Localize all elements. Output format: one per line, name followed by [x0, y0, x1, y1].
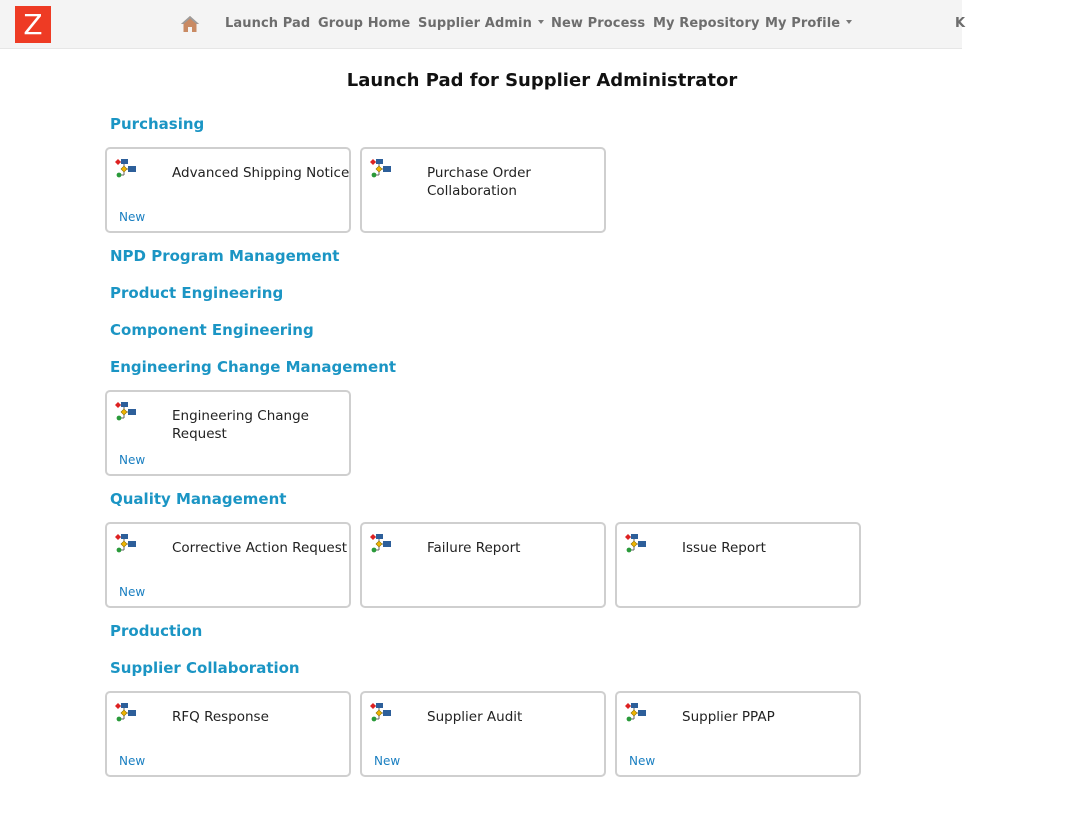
home-icon[interactable] — [180, 15, 200, 33]
new-link[interactable]: New — [119, 453, 146, 467]
card-title: Failure Report — [427, 540, 521, 556]
nav-my-profile-label: My Profile — [765, 16, 841, 31]
process-card-supplier-audit[interactable] — [360, 691, 606, 777]
process-flow-icon — [369, 702, 393, 726]
process-flow-icon — [114, 533, 138, 557]
process-card-rfq-response[interactable] — [105, 691, 351, 777]
chevron-down-icon — [538, 20, 544, 24]
process-card-purchase-order-collaboration[interactable] — [360, 147, 606, 233]
card-title: Supplier Audit — [427, 709, 523, 725]
process-flow-icon — [369, 158, 393, 182]
process-card-corrective-action-request[interactable] — [105, 522, 351, 608]
section-purchasing[interactable]: Purchasing — [110, 115, 205, 133]
process-flow-icon — [624, 702, 648, 726]
chevron-down-icon — [846, 20, 852, 24]
process-card-issue-report[interactable] — [615, 522, 861, 608]
nav-group-home[interactable]: Group Home — [318, 16, 411, 31]
process-flow-icon — [114, 401, 138, 425]
new-link[interactable]: New — [119, 585, 146, 599]
card-title: Advanced Shipping Notice — [172, 165, 350, 181]
process-flow-icon — [624, 533, 648, 557]
card-title: Corrective Action Request — [172, 540, 348, 556]
card-title: Engineering Change Request — [172, 408, 309, 442]
nav-my-profile[interactable] — [765, 16, 852, 31]
process-flow-icon — [114, 702, 138, 726]
logo-letter: Z — [23, 8, 43, 41]
nav-launch-pad[interactable]: Launch Pad — [225, 16, 311, 31]
card-title: Purchase Order Collaboration — [427, 165, 531, 199]
process-flow-icon — [114, 158, 138, 182]
card-title: Issue Report — [682, 540, 766, 556]
new-link[interactable]: New — [119, 754, 146, 768]
page-title: Launch Pad for Supplier Administrator — [346, 70, 738, 91]
new-link[interactable]: New — [374, 754, 401, 768]
process-card-advanced-shipping-notice[interactable] — [105, 147, 351, 233]
card-title: Supplier PPAP — [682, 709, 775, 725]
process-card-failure-report[interactable] — [360, 522, 606, 608]
new-link[interactable]: New — [119, 210, 146, 224]
section-product-engineering[interactable]: Product Engineering — [110, 284, 284, 302]
process-card-supplier-ppap[interactable] — [615, 691, 861, 777]
new-link[interactable]: New — [629, 754, 656, 768]
top-nav-bar — [0, 0, 966, 49]
section-component-engineering[interactable]: Component Engineering — [110, 321, 314, 339]
section-supplier-collaboration[interactable]: Supplier Collaboration — [110, 659, 300, 677]
nav-overflow-item[interactable]: K — [955, 16, 966, 31]
nav-my-repository[interactable]: My Repository — [653, 16, 760, 31]
nav-supplier-admin-label: Supplier Admin — [418, 16, 532, 31]
section-engineering-change-management[interactable]: Engineering Change Management — [110, 358, 397, 376]
section-quality-management[interactable]: Quality Management — [110, 490, 287, 508]
section-production[interactable]: Production — [110, 622, 203, 640]
nav-new-process[interactable]: New Process — [551, 16, 646, 31]
nav-supplier-admin[interactable] — [418, 16, 544, 31]
section-npd-program-management[interactable]: NPD Program Management — [110, 247, 340, 265]
card-title: RFQ Response — [172, 709, 269, 725]
process-card-engineering-change-request[interactable] — [105, 390, 351, 476]
app-logo[interactable] — [15, 6, 51, 43]
process-flow-icon — [369, 533, 393, 557]
